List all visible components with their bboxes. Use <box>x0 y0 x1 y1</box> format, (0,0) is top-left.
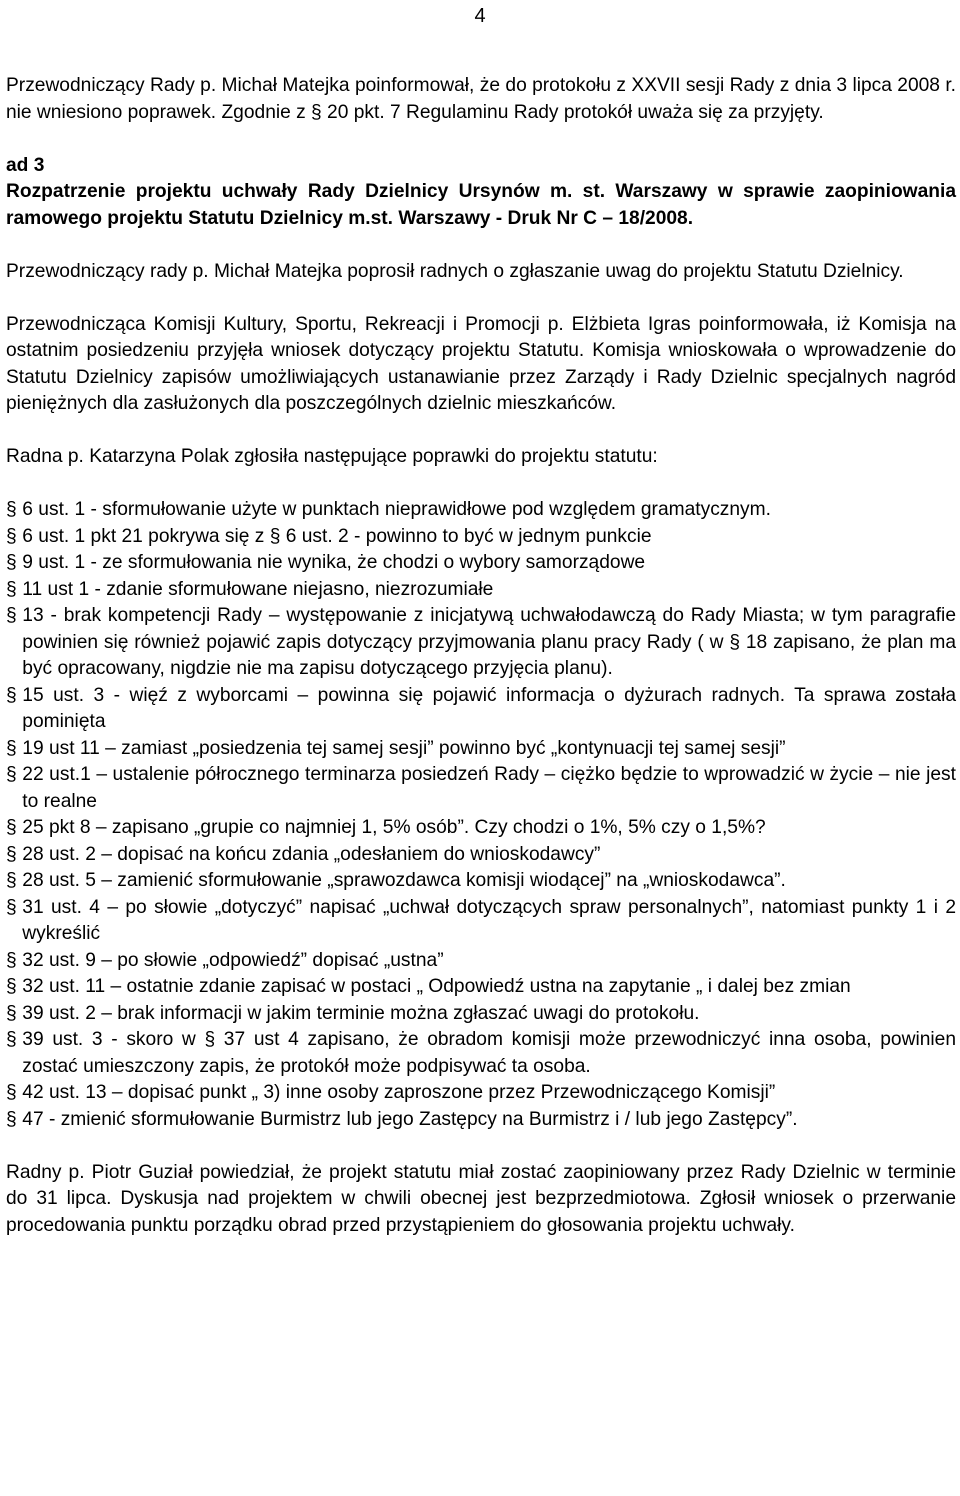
amendment-text: 6 ust. 1 pkt 21 pokrywa się z § 6 ust. 2 - powinno to być w jednym punkcie <box>22 525 652 547</box>
section-sign: § <box>6 499 17 520</box>
amendment-text: 47 - zmienić sformułowanie Burmistrz lub jego Zastępcy na Burmistrz i / lub jego Zastępcy”. <box>22 1108 798 1130</box>
amendment-text: 25 pkt 8 – zapisano „grupie co najmniej 1, 5% osób”. Czy chodzi o 1%, 5% czy o 1,5%? <box>22 817 766 838</box>
amendment-item <box>6 1080 956 1107</box>
amendment-text: 13 - brak kompetencji Rady – występowanie z inicjatywą uchwałodawczą do Rady Miasta; w tym paragrafie powinien się również pojawić zapis dotyczący przyjmowania planu pracy Rady ( w § 18 zapisano, że plan ma być opracowany, nigdzie nie ma zapisu dotyczącego przyjęcia planu). <box>22 605 956 679</box>
amendment-text: 22 ust.1 – ustalenie półrocznego terminarza posiedzeń Rady – ciężko będzie to wprowadzić w życie – nie jest to realne <box>22 764 956 812</box>
amendment-item <box>6 1027 956 1080</box>
amendment-item <box>6 974 956 1001</box>
amendment-text: 9 ust. 1 - ze sformułowania nie wynika, że chodzi o wybory samorządowe <box>22 552 646 573</box>
agenda-title: Rozpatrzenie projektu uchwały Rady Dzielnicy Ursynów m. st. Warszawy w sprawie zaopiniowania ramowego projektu Statutu Dzielnicy m.st. Warszawy - Druk Nr C – 18/2008. <box>6 181 956 229</box>
section-sign: § <box>6 896 17 918</box>
section-sign: § <box>6 552 17 573</box>
amendment-item <box>6 736 956 763</box>
amendment-text: 39 ust. 2 – brak informacji w jakim terminie można zgłaszać uwagi do protokołu. <box>22 1002 700 1024</box>
amendment-text: 28 ust. 5 – zamienić sformułowanie „sprawozdawca komisji wiodącej” na „wnioskodawca”. <box>22 870 786 891</box>
section-sign: § <box>6 1108 17 1130</box>
guzial-paragraph: Radny p. Piotr Guział powiedział, że projekt statutu miał zostać zaopiniowany przez Rady Dzielnic w terminie do 31 lipca. Dyskusja nad projektem w chwili obecnej jest bezprzedmiotowa. Zgłosił wniosek o przerwanie procedowania punktu porządku obrad przed przystąpieniem do głosowania projektu uchwały. <box>6 1161 956 1236</box>
agenda-label: ad 3 <box>6 154 45 176</box>
amendment-text: 6 ust. 1 - sformułowanie użyte w punktach nieprawidłowe pod względem gramatycznym. <box>22 499 771 520</box>
amendment-item <box>6 603 956 683</box>
amendment-item <box>6 577 956 604</box>
commission-paragraph: Przewodnicząca Komisji Kultury, Sportu, Rekreacji i Promocji p. Elżbieta Igras poinformowała, iż Komisja na ostatnim posiedzeniu przyjęła wniosek dotyczący projektu Statutu. Komisja wnioskowała o wprowadzenie do Statutu Dzielnicy zapisów umożliwiających ustanawianie przez Zarządy i Rady Dzielnic specjalnych nagród pieniężnych dla zasłużonych dla poszczególnych dzielnic mieszkańców. <box>6 313 956 414</box>
section-sign: § <box>6 1029 17 1050</box>
section-sign: § <box>6 684 17 706</box>
amendment-text: 32 ust. 9 – po słowie „odpowiedź” dopisać „ustna” <box>22 949 444 971</box>
section-sign: § <box>6 605 17 626</box>
section-sign: § <box>6 949 17 971</box>
section-sign: § <box>6 843 17 865</box>
section-sign: § <box>6 817 17 838</box>
document-body <box>6 73 956 1239</box>
amendment-text: 19 ust 11 – zamiast „posiedzenia tej samej sesji” powinno być „kontynuacji tej samej sesji” <box>22 737 786 759</box>
amendment-item <box>6 842 956 869</box>
amendment-item <box>6 762 956 815</box>
page-number: 4 <box>474 5 486 27</box>
amendment-item <box>6 1107 956 1134</box>
amendment-text: 42 ust. 13 – dopisać punkt „ 3) inne osoby zaproszone przez Przewodniczącego Komisji” <box>22 1082 776 1103</box>
amendment-item <box>6 815 956 842</box>
polak-paragraph: Radna p. Katarzyna Polak zgłosiła następujące poprawki do projektu statutu: <box>6 446 658 467</box>
amendment-text: 28 ust. 2 – dopisać na końcu zdania „odesłaniem do wnioskodawcy” <box>22 843 601 865</box>
section-sign: § <box>6 1082 17 1103</box>
amendment-item <box>6 683 956 736</box>
amendment-text: 15 ust. 3 - więź z wyborcami – powinna się pojawić informacja o dyżurach radnych. Ta sprawa została pominięta <box>22 684 956 732</box>
section-sign: § <box>6 870 17 891</box>
amendments-list <box>6 497 956 1133</box>
amendment-text: 31 ust. 4 – po słowie „dotyczyć” napisać „uchwał dotyczących spraw personalnych”, natomiast punkty 1 i 2 wykreślić <box>22 896 956 944</box>
amendment-item <box>6 948 956 975</box>
section-sign: § <box>6 578 17 600</box>
amendment-item <box>6 550 956 577</box>
section-sign: § <box>6 764 17 785</box>
amendment-text: 32 ust. 11 – ostatnie zdanie zapisać w postaci „ Odpowiedź ustna na zapytanie „ i dalej bez zmian <box>22 976 851 997</box>
section-sign: § <box>6 525 17 547</box>
amendment-item <box>6 1001 956 1028</box>
amendment-item <box>6 868 956 895</box>
amendment-item <box>6 497 956 524</box>
amendment-text: 11 ust 1 - zdanie sformułowane niejasno, niezrozumiałe <box>22 578 494 600</box>
amendment-item <box>6 524 956 551</box>
chair-paragraph: Przewodniczący rady p. Michał Matejka poprosił radnych o zgłaszanie uwag do projektu Statutu Dzielnicy. <box>6 260 904 282</box>
section-sign: § <box>6 1002 17 1024</box>
amendment-text: 39 ust. 3 - skoro w § 37 ust 4 zapisano, że obradom komisji może przewodniczyć inna osoba, powinien zostać umieszczony zapis, że protokół może podpisywać ta osoba. <box>22 1029 956 1077</box>
section-sign: § <box>6 737 17 759</box>
section-sign: § <box>6 976 17 997</box>
amendment-item <box>6 895 956 948</box>
intro-paragraph: Przewodniczący Rady p. Michał Matejka poinformował, że do protokołu z XXVII sesji Rady z dnia 3 lipca 2008 r. nie wniesiono poprawek. Zgodnie z § 20 pkt. 7 Regulaminu Rady protokół uważa się za przyjęty. <box>6 75 956 123</box>
